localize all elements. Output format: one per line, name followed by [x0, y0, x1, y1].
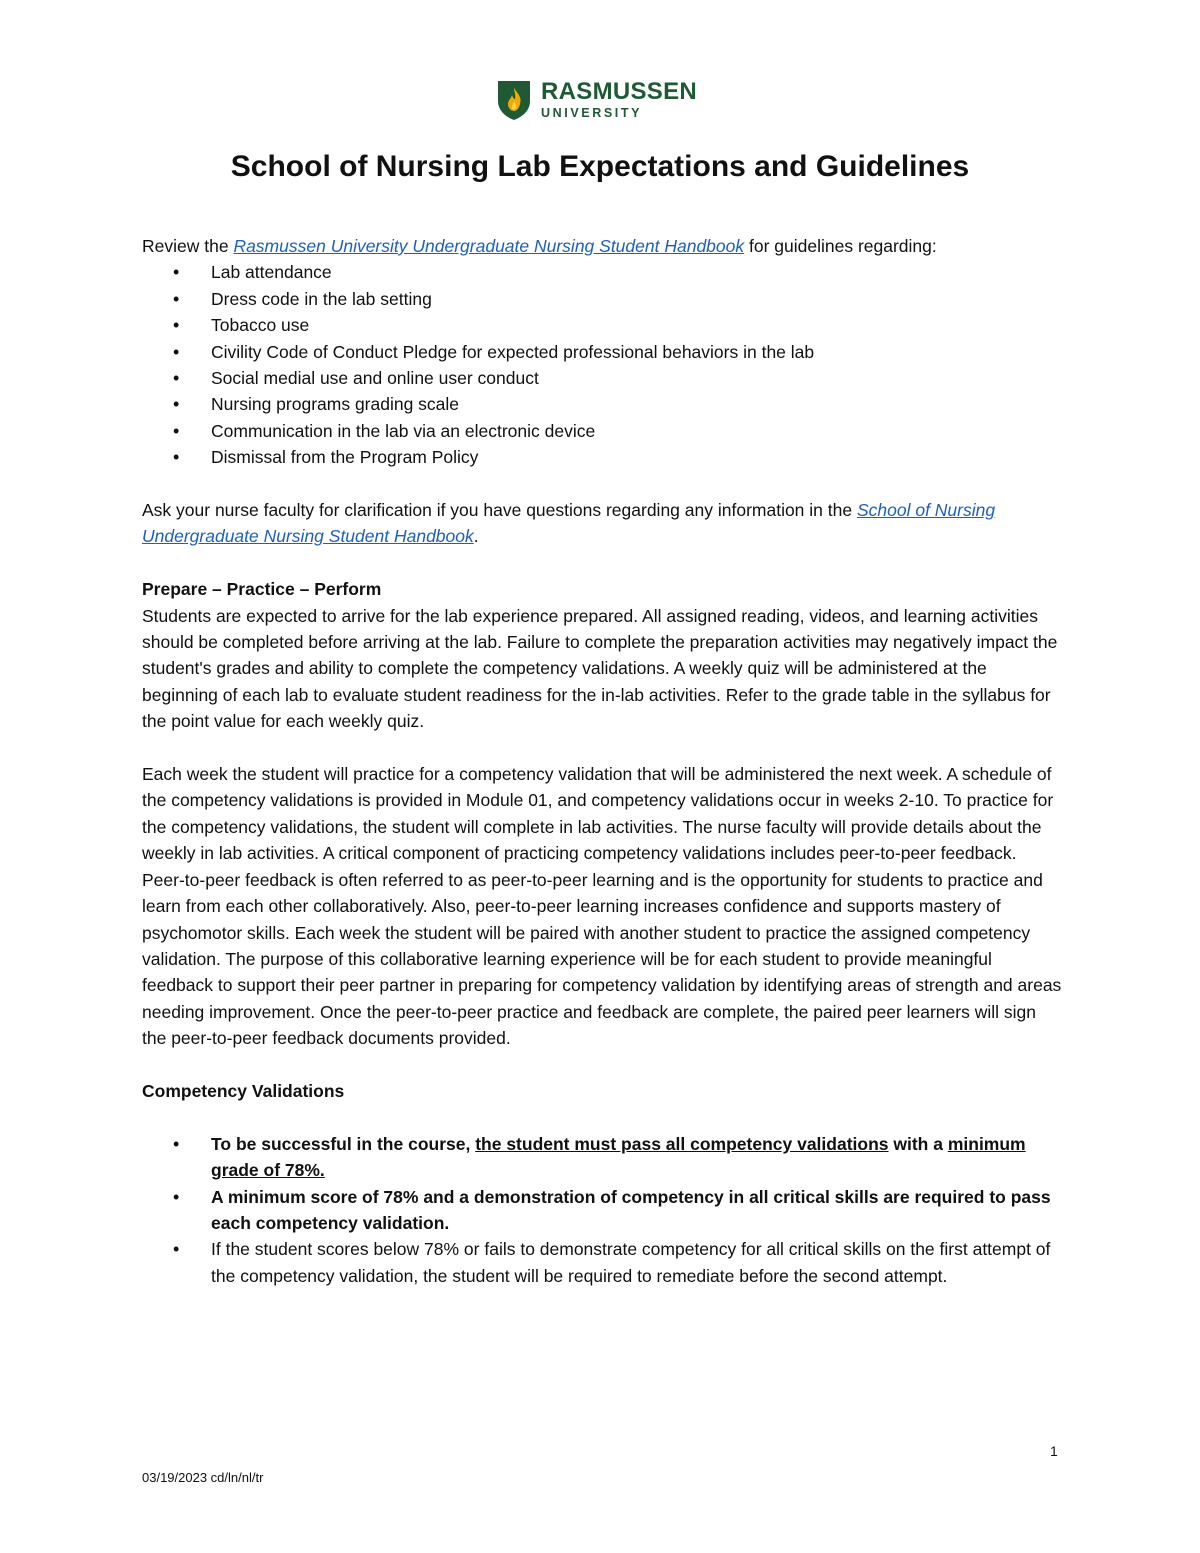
page-title: School of Nursing Lab Expectations and Guidelines: [230, 150, 970, 183]
list-item: • Social medial use and online user conduct: [142, 365, 1062, 391]
list-item: • Dress code in the lab setting: [142, 286, 1062, 312]
list-item: • Dismissal from the Program Policy: [142, 444, 1062, 470]
logo-wordmark: RASMUSSEN: [541, 78, 698, 106]
review-intro: Review the Rasmussen University Undergraduate Nursing Student Handbook for guidelines regarding:: [142, 236, 937, 256]
list-item: • To be successful in the course, the student must pass all competency validations with a minimum grade of 78%.: [142, 1131, 1062, 1184]
handbook-link[interactable]: Rasmussen University Undergraduate Nursing Student Handbook: [233, 236, 745, 256]
prepare-heading: Prepare – Practice – Perform: [142, 579, 382, 600]
list-item: • Lab attendance: [142, 259, 1062, 285]
school-handbook-link[interactable]: School of Nursing Undergraduate Nursing Student Handbook: [142, 500, 996, 547]
list-item: • A minimum score of 78% and a demonstration of competency in all critical skills are required to pass each competency validation.: [142, 1184, 1062, 1237]
list-item: • Tobacco use: [142, 312, 1062, 338]
list-item: • Communication in the lab via an electronic device: [142, 418, 1062, 444]
ask-faculty-paragraph: Ask your nurse faculty for clarification if you have questions regarding any information in the School of Nursing Undergraduate Nursing Student Handbook.: [142, 500, 996, 547]
page-number: 1: [1050, 1443, 1058, 1459]
list-item: • Nursing programs grading scale: [142, 391, 1062, 417]
shield-flame-icon: [496, 79, 532, 121]
logo-subtitle: UNIVERSITY: [541, 106, 643, 121]
list-item: • Civility Code of Conduct Pledge for expected professional behaviors in the lab: [142, 339, 1062, 365]
guidelines-list: [142, 259, 1062, 470]
practice-paragraph: Each week the student will practice for a competency validation that will be administered the next week. A schedule of the competency validations is provided in Module 01, and competency validations occur in weeks 2-10. To practice for the competency validations, the student will complete in lab activities. The nurse faculty will provide details about the weekly in lab activities. A critical component of practicing competency validations includes peer-to-peer feedback. Peer-to-peer feedback is often referred to as peer-to-peer learning and is the opportunity for students to practice and learn from each other collaboratively. Also, peer-to-peer learning increases confidence and supports mastery of psychomotor skills. Each week the student will be paired with another student to practice the assigned competency validation. The purpose of this collaborative learning experience will be for each student to provide meaningful feedback to support their peer partner in preparing for competency validation by identifying areas of strength and areas needing improvement. Once the peer-to-peer practice and feedback are complete, the paired peer learners will sign the peer-to-peer feedback documents provided.: [142, 764, 1062, 1049]
university-logo: [496, 78, 697, 122]
document-body: [142, 233, 1062, 1289]
competency-heading: Competency Validations: [142, 1080, 345, 1101]
competency-list: [142, 1131, 1062, 1289]
list-item: • If the student scores below 78% or fails to demonstrate competency for all critical skills on the first attempt of the competency validation, the student will be required to remediate before the second attempt.: [142, 1236, 1062, 1289]
footer-date: 03/19/2023 cd/ln/nl/tr: [142, 1470, 264, 1485]
prepare-paragraph: Students are expected to arrive for the lab experience prepared. All assigned reading, videos, and learning activities should be completed before arriving at the lab. Failure to complete the preparation activities may negatively impact the student's grades and ability to complete the competency validations. A weekly quiz will be administered at the beginning of each lab to evaluate student readiness for the in-lab activities. Refer to the grade table in the syllabus for the point value for each weekly quiz.: [142, 605, 1058, 732]
